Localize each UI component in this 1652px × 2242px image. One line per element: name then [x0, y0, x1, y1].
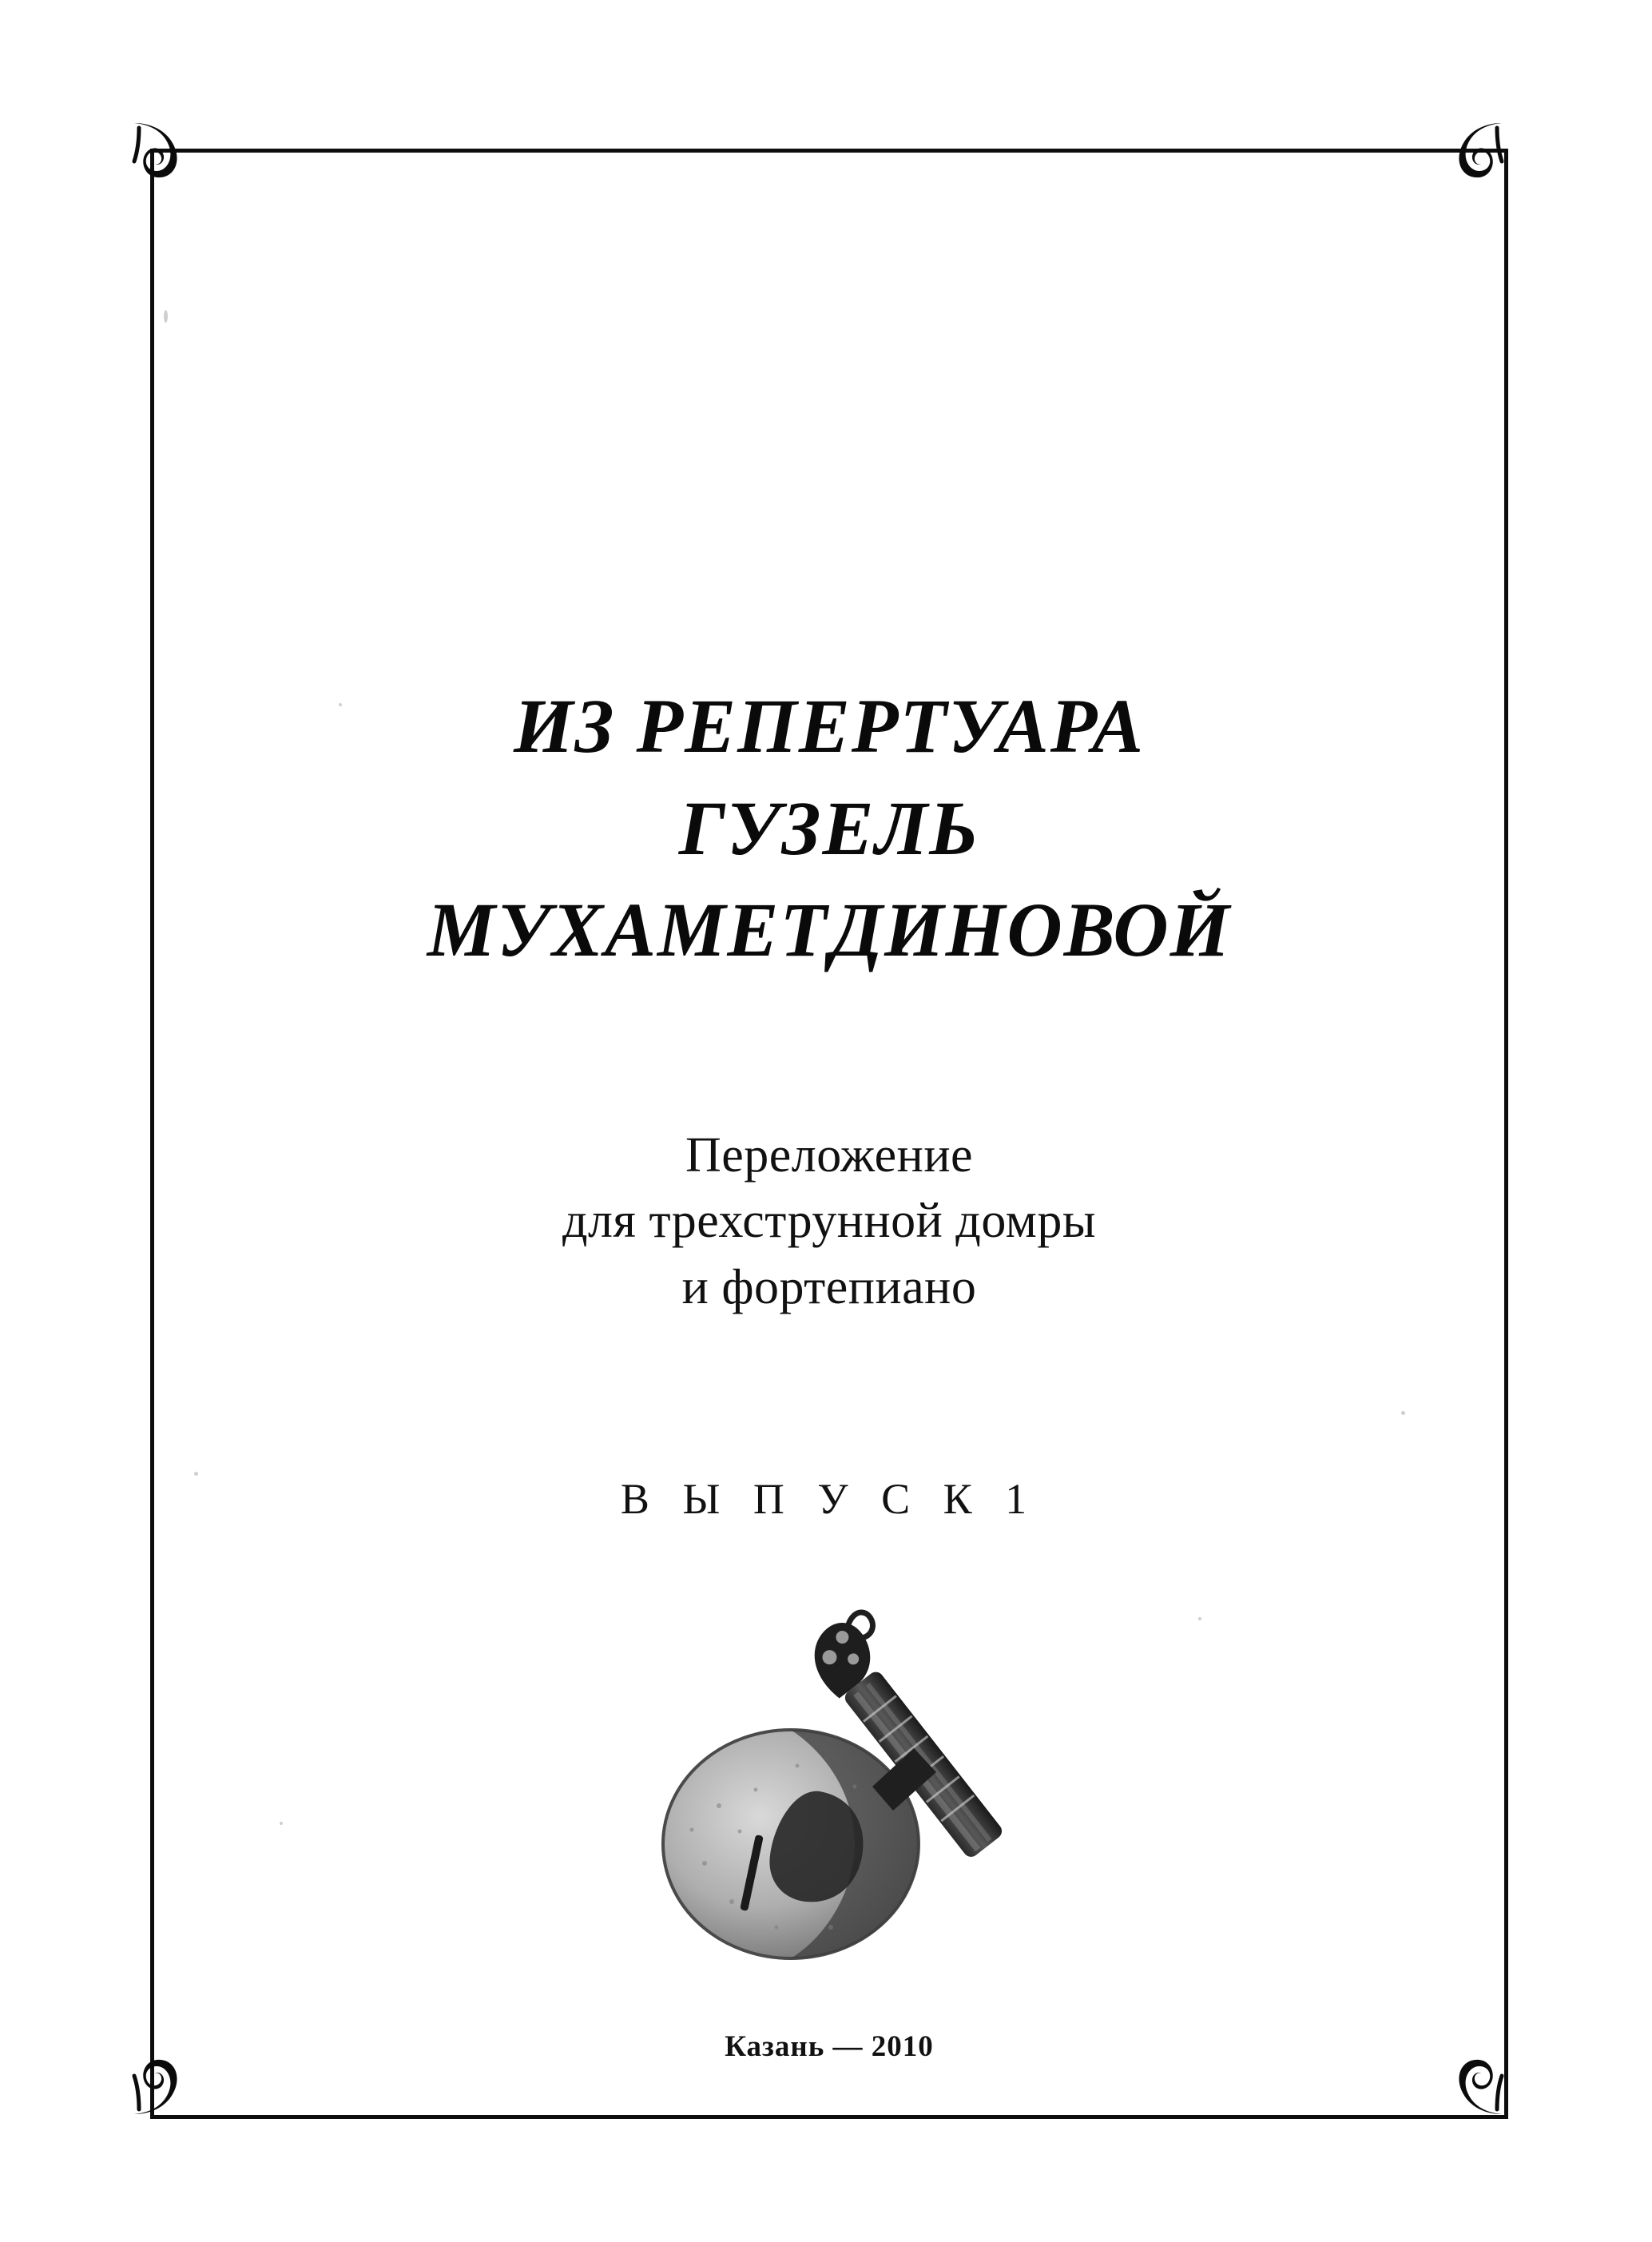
- subtitle-line-1: Переложение: [685, 1128, 974, 1183]
- title-line-3: МУХАМЕТДИНОВОЙ: [427, 887, 1232, 973]
- title-line-2: ГУЗЕЛЬ: [678, 785, 980, 871]
- title-line-1: ИЗ РЕПЕРТУАРА: [513, 683, 1145, 769]
- imprint-text: Казань — 2010: [725, 2030, 934, 2063]
- issue-number: [184, 1474, 1475, 1524]
- corner-flourish-icon: [128, 120, 224, 216]
- issue-label: В Ы П У С К 1: [620, 1475, 1038, 1523]
- subtitle-line-2: для трехструнной домры: [562, 1194, 1097, 1249]
- imprint: [184, 2029, 1475, 2064]
- domra-illustration: [591, 1566, 1166, 1982]
- page-title: [184, 675, 1475, 981]
- corner-flourish-icon: [1412, 120, 1508, 216]
- subtitle: [184, 1123, 1475, 1320]
- subtitle-line-3: и фортепиано: [681, 1259, 977, 1314]
